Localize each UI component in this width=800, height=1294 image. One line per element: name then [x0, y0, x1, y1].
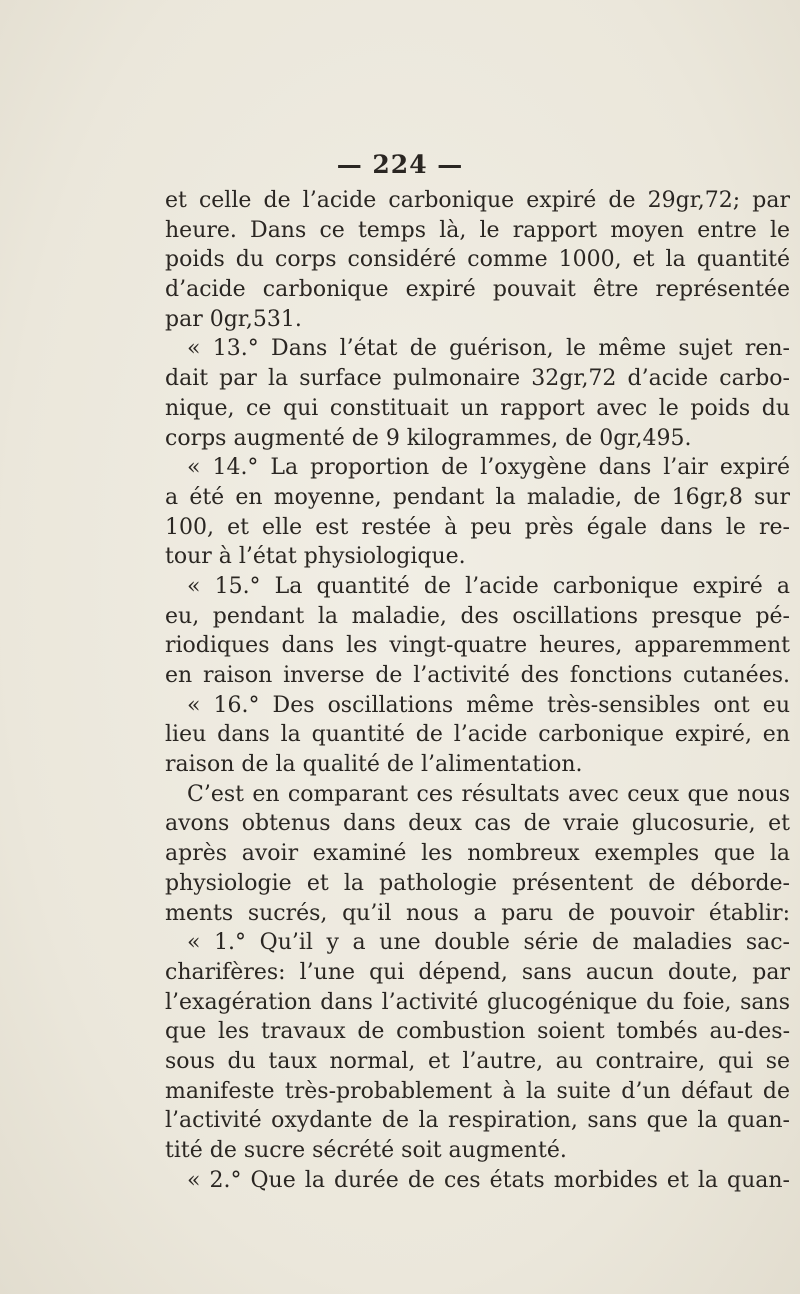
- text-line: nique, ce qui constituait un rapport avec le poids du: [165, 395, 790, 421]
- text-line: eu, pendant la maladie, des oscillations presque pé-: [165, 603, 790, 629]
- text-line: raison de la qualité de l’alimentation.: [165, 752, 583, 778]
- text-line: tour à l’état physiologique.: [165, 544, 466, 570]
- text-line: après avoir examiné les nombreux exemples que la: [165, 841, 790, 867]
- text-line: dait par la surface pulmonaire 32gr,72 d’acide carbo-: [165, 366, 790, 392]
- text-line: l’exagération dans l’activité glucogénique du foie, sans: [165, 989, 790, 1015]
- text-line: ments sucrés, qu’il nous a paru de pouvoir établir:: [165, 900, 790, 926]
- text-line: tité de sucre sécrété soit augmenté.: [165, 1138, 567, 1163]
- text-line: l’activité oxydante de la respiration, sans que la quan-: [165, 1108, 790, 1134]
- text-line: « 15.° La quantité de l’acide carbonique expiré a: [187, 573, 790, 599]
- text-line: par 0gr,531.: [165, 306, 302, 332]
- text-line: heure. Dans ce temps là, le rapport moyen entre le: [165, 217, 790, 243]
- text-line: physiologie et la pathologie présentent de déborde-: [165, 870, 790, 896]
- text-line: en raison inverse de l’activité des fonctions cutanées.: [165, 663, 790, 688]
- text-line: « 1.° Qu’il y a une double série de maladies sac-: [187, 930, 790, 956]
- text-line: que les travaux de combustion soient tombés au-des-: [165, 1019, 790, 1045]
- page-number: — 224 —: [336, 150, 464, 179]
- text-line: manifeste très-probablement à la suite d’un défaut de: [165, 1078, 790, 1104]
- text-line: « 2.° Que la durée de ces états morbides et la quan-: [187, 1167, 790, 1193]
- text-line: charifères: l’une qui dépend, sans aucun doute, par: [165, 959, 790, 985]
- text-line: corps augmenté de 9 kilogrammes, de 0gr,495.: [165, 425, 692, 451]
- text-line: a été en moyenne, pendant la maladie, de 16gr,8 sur: [165, 484, 790, 510]
- body-text: [165, 186, 790, 1195]
- text-line: « 16.° Des oscillations même très-sensibles ont eu: [187, 692, 790, 718]
- text-line: poids du corps considéré comme 1000, et la quantité: [165, 247, 790, 273]
- text-line: sous du taux normal, et l’autre, au contraire, qui se: [165, 1048, 790, 1074]
- text-line: d’acide carbonique expiré pouvait être représentée: [165, 277, 790, 303]
- text-line: lieu dans la quantité de l’acide carbonique expiré, en: [165, 722, 790, 748]
- text-line: 100, et elle est restée à peu près égale dans le re-: [165, 514, 790, 540]
- text-line: « 13.° Dans l’état de guérison, le même sujet ren-: [187, 336, 790, 362]
- text-line: C’est en comparant ces résultats avec ceux que nous: [187, 781, 790, 807]
- text-line: riodiques dans les vingt-quatre heures, apparemment: [165, 633, 790, 659]
- text-line: et celle de l’acide carbonique expiré de 29gr,72; par: [165, 188, 790, 213]
- text-line: avons obtenus dans deux cas de vraie glucosurie, et: [165, 811, 790, 837]
- text-line: « 14.° La proportion de l’oxygène dans l’air expiré: [187, 455, 790, 481]
